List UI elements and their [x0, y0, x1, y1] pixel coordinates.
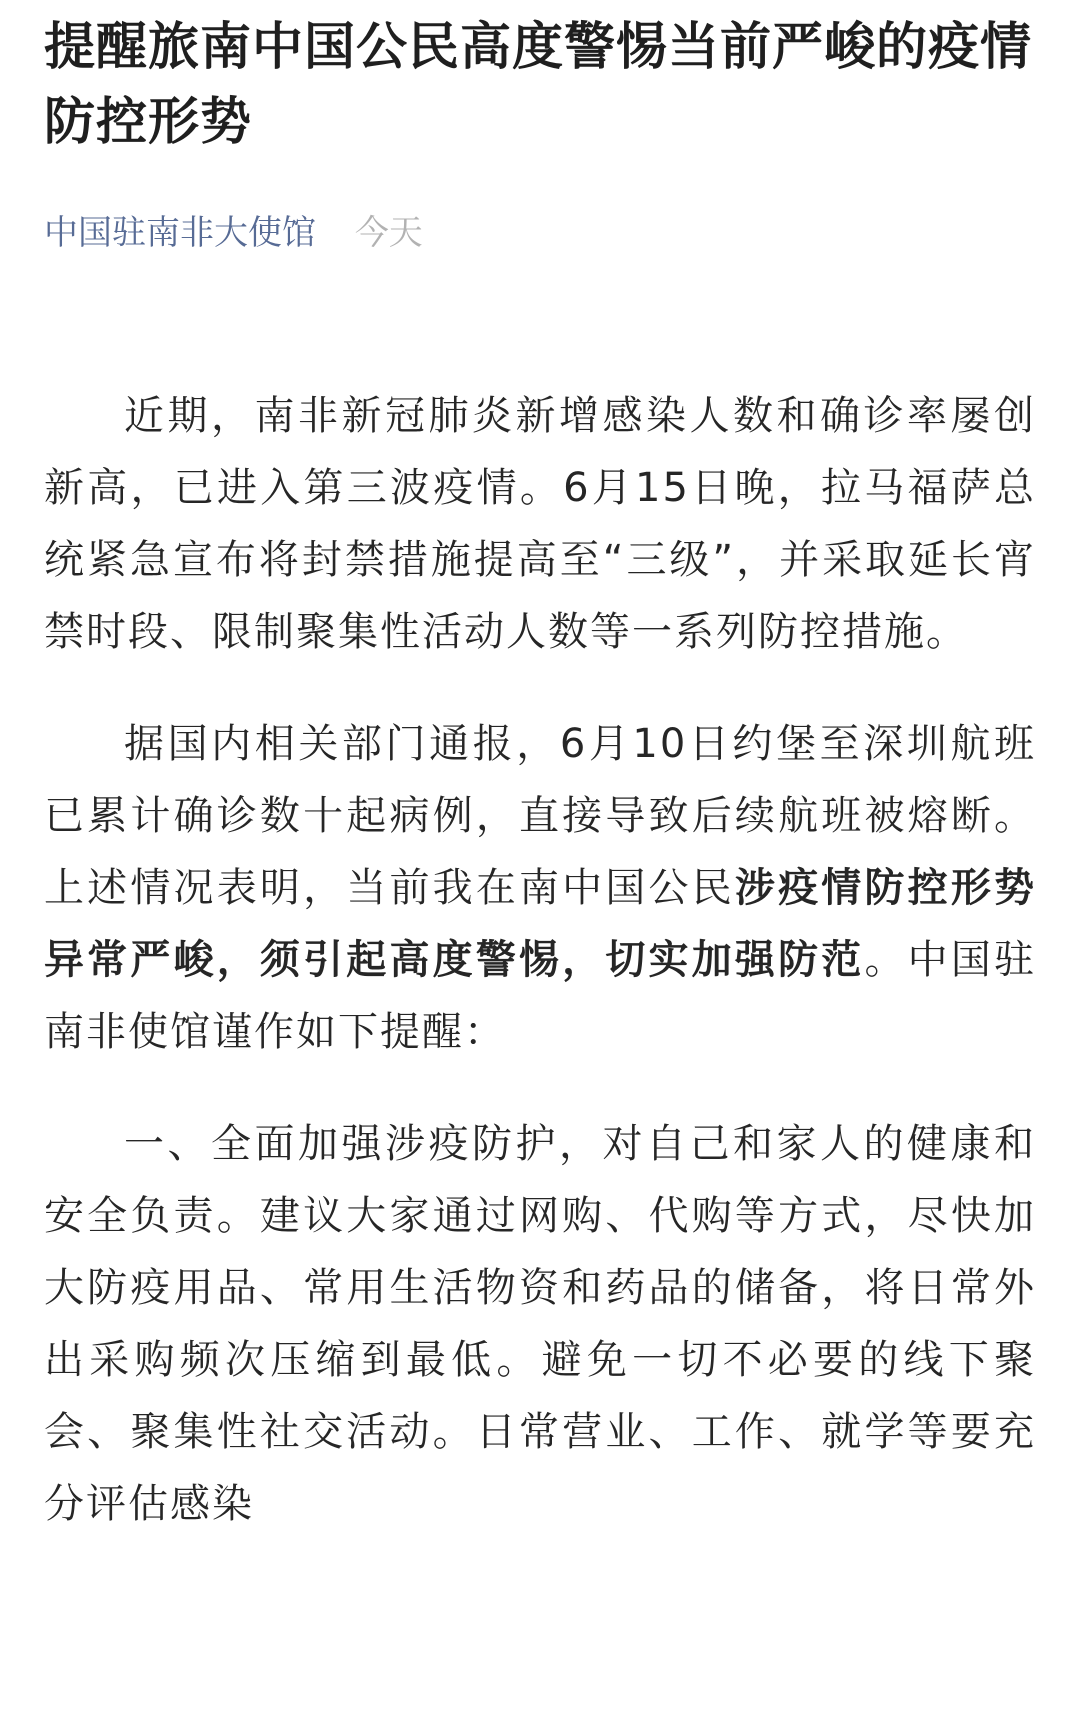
account-name-link[interactable]: 中国驻南非大使馆	[44, 213, 316, 253]
paragraph-2-bold-text: 涉疫情防控形势异常严峻，须引起高度警惕，切实加强防范	[44, 865, 1037, 983]
article-body	[44, 380, 1036, 1540]
article-title: 提醒旅南中国公民高度警惕当前严峻的疫情防控形势	[44, 18, 1033, 152]
paragraph-2-text-after: 。中国驻南非使馆谨作如下提醒：	[44, 937, 1037, 1055]
paragraph-1: 近期，南非新冠肺炎新增感染人数和确诊率屡创新高，已进入第三波疫情。6月15日晚，拉马福萨总统紧急宣布将封禁措施提高至“三级”，并采取延长宵禁时段、限制聚集性活动人数等一系列防控措施。	[44, 393, 1036, 655]
paragraph-2-text-before: 据国内相关部门通报，6月10日约堡至深圳航班已累计确诊数十起病例，直接导致后续航班被熔断。上述情况表明，当前我在南中国公民	[44, 721, 1036, 911]
paragraph-2	[44, 708, 1036, 1068]
paragraph-3: 一、全面加强涉疫防护，对自己和家人的健康和安全负责。建议大家通过网购、代购等方式，尽快加大防疫用品、常用生活物资和药品的储备，将日常外出采购频次压缩到最低。避免一切不必要的线下聚会、聚集性社交活动。日常营业、工作、就学等要充分评估感染	[44, 1121, 1036, 1527]
publish-date: 今天	[354, 213, 423, 253]
article-meta	[44, 208, 1036, 258]
